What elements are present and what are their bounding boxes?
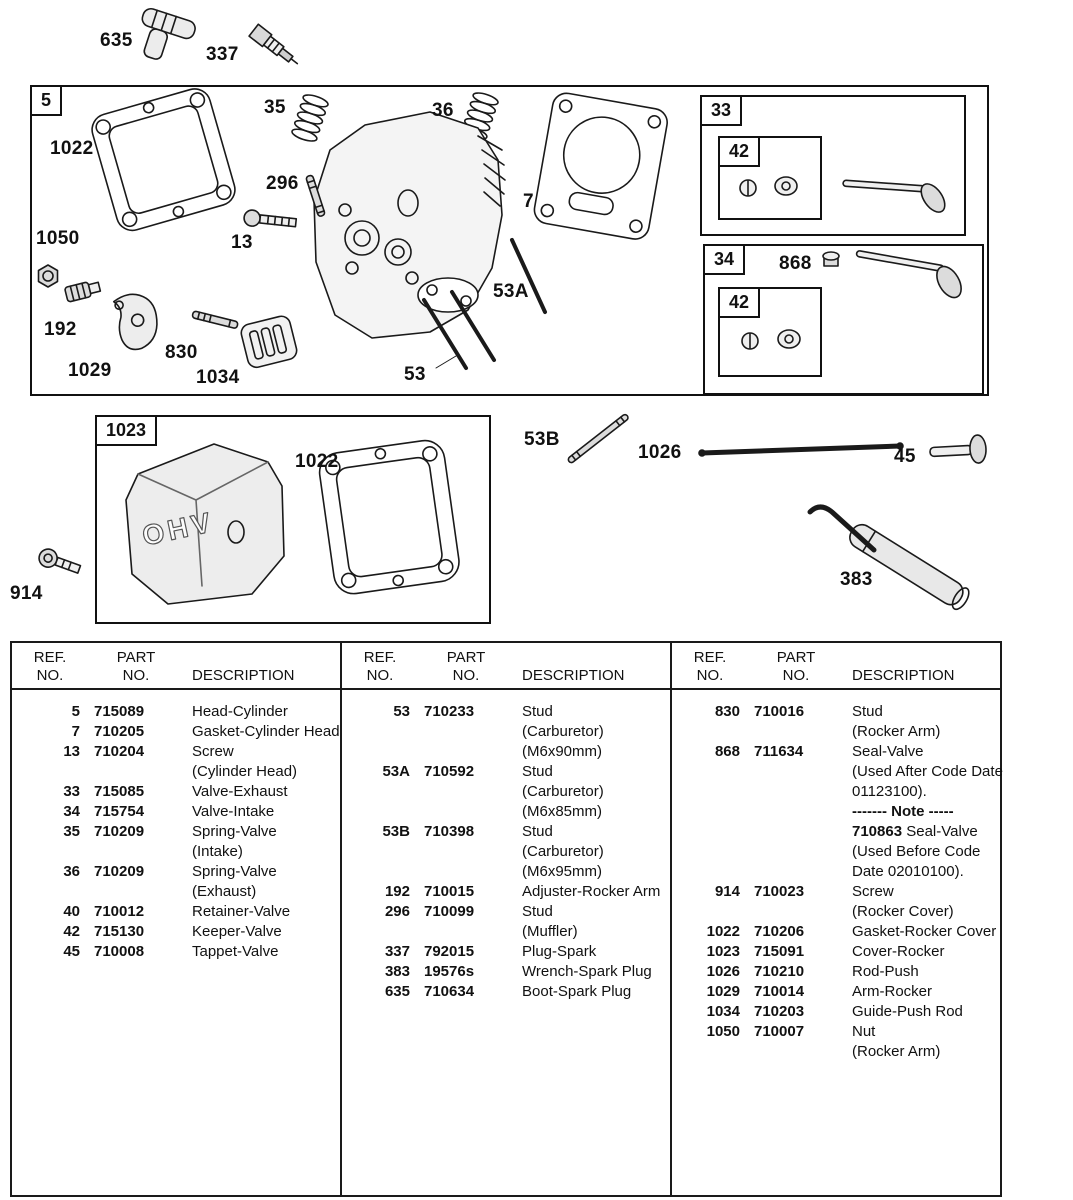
part-number: 710206 — [754, 923, 805, 940]
ref-number: 1034 — [706, 1003, 740, 1020]
ref-number: 830 — [714, 703, 740, 720]
part-number — [94, 842, 178, 862]
callout-7: 7 — [523, 191, 534, 212]
ref-number: 53 — [393, 703, 410, 720]
ref-number: 36 — [63, 863, 80, 880]
part-number: 710203 — [754, 1003, 805, 1020]
ref-number: 13 — [63, 743, 80, 760]
part-description: Gasket-Rocker Cover — [852, 923, 997, 940]
part-description: (Cylinder Head) — [192, 763, 298, 780]
part-number — [424, 802, 508, 822]
part-number: 710592 — [424, 763, 475, 780]
callout-53a: 53A — [493, 281, 529, 302]
ref-number: 868 — [714, 743, 740, 760]
part-number: 710209 — [94, 863, 145, 880]
ref-number — [680, 862, 740, 882]
part-description: Plug-Spark — [522, 943, 597, 960]
part-description: Tappet-Valve — [192, 943, 279, 960]
header-part-line1: PART — [776, 649, 816, 666]
ref-number: 635 — [384, 983, 410, 1000]
ref-number: 53B — [382, 823, 410, 840]
table-row — [12, 722, 340, 742]
part-number — [754, 782, 838, 802]
part-number: 715085 — [94, 783, 145, 800]
ref-number — [350, 782, 410, 802]
push-rod-icon — [699, 443, 903, 456]
part-description: Valve-Intake — [192, 803, 275, 820]
table-row — [12, 882, 340, 902]
ref-number: 1050 — [706, 1023, 740, 1040]
parts-table — [10, 641, 1002, 1197]
table-row — [342, 822, 670, 842]
part-number — [94, 882, 178, 902]
table-rows — [672, 690, 1003, 1062]
frame-label-42b: 42 — [718, 287, 760, 318]
header-spacer — [852, 649, 992, 667]
table-row — [12, 742, 340, 762]
ref-number — [350, 802, 410, 822]
part-number — [754, 762, 838, 782]
header-part-line1: PART — [116, 649, 156, 666]
ref-number — [350, 922, 410, 942]
header-description: DESCRIPTION — [522, 667, 625, 684]
part-number — [424, 722, 508, 742]
table-row — [672, 1002, 1000, 1022]
part-description: Boot-Spark Plug — [522, 983, 632, 1000]
callout-36: 36 — [432, 100, 454, 121]
part-number: 710205 — [94, 723, 145, 740]
callout-1026: 1026 — [638, 442, 682, 463]
callout-914: 914 — [10, 583, 43, 604]
header-ref-line2: NO. — [36, 667, 64, 684]
table-row — [12, 762, 340, 782]
ref-number — [350, 842, 410, 862]
part-description: Keeper-Valve — [192, 923, 282, 940]
part-number: 19576s — [424, 963, 475, 980]
part-number — [754, 902, 838, 922]
frame-label-1023: 1023 — [95, 415, 157, 446]
part-description: Rod-Push — [852, 963, 919, 980]
ref-number — [680, 782, 740, 802]
part-number: 792015 — [424, 943, 475, 960]
table-row — [342, 842, 670, 862]
parts-table-column-2 — [342, 643, 672, 1195]
part-description: (Intake) — [192, 843, 243, 860]
part-description: 01123100). — [852, 783, 927, 800]
boot-spark-plug-icon — [131, 7, 197, 68]
callout-13: 13 — [231, 232, 253, 253]
callout-1050: 1050 — [36, 228, 80, 249]
part-description: (Used Before Code — [852, 843, 981, 860]
ref-number: 33 — [63, 783, 80, 800]
callout-1022-top: 1022 — [50, 138, 94, 159]
header-ref-line2: NO. — [366, 667, 394, 684]
part-description: Arm-Rocker — [852, 983, 933, 1000]
table-row — [12, 862, 340, 882]
ref-number: 1029 — [706, 983, 740, 1000]
callout-192: 192 — [44, 319, 77, 340]
part-description: Stud — [522, 903, 553, 920]
ref-number — [680, 842, 740, 862]
table-row — [342, 702, 670, 722]
part-description: Stud — [522, 763, 553, 780]
part-description: Retainer-Valve — [192, 903, 291, 920]
part-description: (Rocker Arm) — [852, 723, 941, 740]
table-row — [672, 882, 1000, 902]
callout-1022-bottom: 1022 — [295, 451, 339, 472]
ref-number: 914 — [714, 883, 740, 900]
callout-35: 35 — [264, 97, 286, 118]
part-description: Seal-Valve — [852, 743, 924, 760]
part-description: (Exhaust) — [192, 883, 257, 900]
part-number: 715754 — [94, 803, 145, 820]
part-description: 710863 Seal-Valve — [852, 823, 978, 840]
part-description: Head-Cylinder — [192, 703, 288, 720]
frame-keeper-intake — [718, 287, 822, 377]
callout-337: 337 — [206, 44, 239, 65]
part-number: 710634 — [424, 983, 475, 1000]
ref-number: 40 — [63, 903, 80, 920]
header-spacer — [522, 649, 662, 667]
frame-label-5: 5 — [30, 85, 62, 116]
ref-number — [680, 802, 740, 822]
part-number: 711634 — [754, 743, 804, 760]
header-spacer — [192, 649, 332, 667]
ref-number: 1023 — [706, 943, 740, 960]
table-header — [12, 643, 340, 690]
table-row — [342, 762, 670, 782]
table-row — [342, 922, 670, 942]
part-description: Stud — [522, 823, 553, 840]
part-number: 710007 — [754, 1023, 805, 1040]
table-row — [342, 862, 670, 882]
ref-number: 53A — [382, 763, 410, 780]
callout-1034: 1034 — [196, 367, 240, 388]
ref-number — [20, 762, 80, 782]
table-row — [342, 782, 670, 802]
table-row — [672, 722, 1000, 742]
header-ref-line2: NO. — [696, 667, 724, 684]
header-part-line2: NO. — [122, 667, 150, 684]
table-row — [12, 782, 340, 802]
table-row — [672, 982, 1000, 1002]
part-number — [754, 862, 838, 882]
table-row — [672, 962, 1000, 982]
table-row — [12, 902, 340, 922]
table-row — [342, 942, 670, 962]
table-row — [672, 762, 1003, 782]
part-description: Spring-Valve — [192, 823, 277, 840]
table-row — [672, 822, 1000, 842]
table-header — [342, 643, 670, 690]
table-row — [672, 742, 1000, 762]
part-description: ------- Note ----- — [852, 803, 954, 820]
table-row — [12, 942, 340, 962]
table-row — [342, 742, 670, 762]
callout-45: 45 — [894, 446, 916, 467]
part-number: 710099 — [424, 903, 475, 920]
callout-53: 53 — [404, 364, 426, 385]
header-part-line1: PART — [446, 649, 486, 666]
table-row — [672, 702, 1000, 722]
ref-number: 5 — [71, 703, 80, 720]
part-description: (Rocker Cover) — [852, 903, 954, 920]
part-number: 710210 — [754, 963, 805, 980]
ref-number: 1026 — [706, 963, 740, 980]
ref-number — [350, 862, 410, 882]
header-ref-line1: REF. — [693, 649, 727, 666]
part-number — [424, 782, 508, 802]
part-number: 710016 — [754, 703, 805, 720]
carburetor-stud-53b-icon — [567, 413, 629, 463]
ref-number: 7 — [71, 723, 80, 740]
table-row — [672, 902, 1000, 922]
callout-635: 635 — [100, 30, 133, 51]
part-description: (Carburetor) — [522, 843, 604, 860]
callout-296: 296 — [266, 173, 299, 194]
table-row — [342, 882, 670, 902]
part-description: Guide-Push Rod — [852, 1003, 963, 1020]
frame-keeper-exhaust — [718, 136, 822, 220]
part-description: Gasket-Cylinder Head — [192, 723, 340, 740]
part-number: 710014 — [754, 983, 805, 1000]
cover-screw-icon — [37, 547, 83, 578]
table-row — [672, 942, 1000, 962]
header-ref-line1: REF. — [363, 649, 397, 666]
ref-number: 35 — [63, 823, 80, 840]
part-description: Stud — [522, 703, 553, 720]
part-number — [424, 922, 508, 942]
part-description: (Used After Code Date — [852, 763, 1003, 780]
part-description: Wrench-Spark Plug — [522, 963, 652, 980]
part-description: (Carburetor) — [522, 783, 604, 800]
table-rows — [12, 690, 340, 962]
table-rows — [342, 690, 670, 1002]
part-description: (Carburetor) — [522, 723, 604, 740]
table-row — [12, 842, 340, 862]
ref-number: 337 — [384, 943, 410, 960]
part-number: 715091 — [754, 943, 805, 960]
table-row — [342, 802, 670, 822]
part-number: 710209 — [94, 823, 145, 840]
ref-number — [680, 822, 740, 842]
part-number: 710023 — [754, 883, 805, 900]
ref-number: 42 — [63, 923, 80, 940]
part-number — [424, 862, 508, 882]
table-row — [12, 822, 340, 842]
parts-table-column-1 — [12, 643, 342, 1195]
part-description: (M6x90mm) — [522, 743, 603, 760]
table-row — [672, 862, 1000, 882]
part-number: 710398 — [424, 823, 475, 840]
table-row — [672, 922, 1000, 942]
part-number: 710015 — [424, 883, 475, 900]
table-row — [342, 982, 670, 1002]
frame-rocker-cover — [95, 415, 491, 624]
table-row — [342, 902, 670, 922]
part-number: 715130 — [94, 923, 145, 940]
part-number — [754, 722, 838, 742]
ref-number — [350, 722, 410, 742]
callout-1029: 1029 — [68, 360, 112, 381]
part-number: 710008 — [94, 943, 145, 960]
callout-53b: 53B — [524, 429, 560, 450]
ref-number: 383 — [384, 963, 410, 980]
table-row — [342, 722, 670, 742]
part-number: 710233 — [424, 703, 475, 720]
table-row — [672, 1022, 1000, 1042]
part-description: (Rocker Arm) — [852, 1043, 941, 1060]
ref-number — [680, 762, 740, 782]
spark-plug-wrench-icon — [810, 507, 972, 612]
ref-number — [20, 842, 80, 862]
part-description: Nut — [852, 1023, 876, 1040]
parts-table-column-3 — [672, 643, 1003, 1195]
part-description: Adjuster-Rocker Arm — [522, 883, 661, 900]
ref-number — [680, 902, 740, 922]
spark-plug-icon — [249, 24, 302, 70]
part-number — [424, 842, 508, 862]
part-number: 715089 — [94, 703, 145, 720]
header-ref-line1: REF. — [33, 649, 67, 666]
table-row — [672, 782, 1000, 802]
table-row — [12, 702, 340, 722]
frame-label-42a: 42 — [718, 136, 760, 167]
table-row — [672, 802, 1000, 822]
part-description: Valve-Exhaust — [192, 783, 288, 800]
part-description: (Muffler) — [522, 923, 578, 940]
part-description: Screw — [852, 883, 894, 900]
ref-number — [350, 742, 410, 762]
part-number — [754, 802, 838, 822]
table-row — [12, 802, 340, 822]
ref-number: 296 — [384, 903, 410, 920]
part-description: Date 02010100). — [852, 863, 964, 880]
header-part-line2: NO. — [452, 667, 480, 684]
tappet-icon — [929, 435, 986, 466]
ref-number: 1022 — [706, 923, 740, 940]
part-number — [754, 822, 838, 842]
table-row — [672, 1042, 1000, 1062]
part-number — [754, 1042, 838, 1062]
header-part-line2: NO. — [782, 667, 810, 684]
callout-868: 868 — [779, 253, 812, 274]
ref-number — [680, 1042, 740, 1062]
cover-embossed-text: OHV — [139, 506, 218, 552]
ref-number: 45 — [63, 943, 80, 960]
frame-label-33: 33 — [700, 95, 742, 126]
table-row — [12, 922, 340, 942]
part-description: Screw — [192, 743, 234, 760]
ref-number — [680, 722, 740, 742]
part-number: 710012 — [94, 903, 145, 920]
header-description: DESCRIPTION — [852, 667, 955, 684]
table-row — [672, 842, 1000, 862]
part-description: Stud — [852, 703, 883, 720]
part-description: Spring-Valve — [192, 863, 277, 880]
ref-number — [20, 882, 80, 902]
part-number — [94, 762, 178, 782]
part-number: 710204 — [94, 743, 145, 760]
callout-383: 383 — [840, 569, 873, 590]
ref-number: 192 — [384, 883, 410, 900]
table-row — [342, 962, 670, 982]
table-header — [672, 643, 1000, 690]
header-description: DESCRIPTION — [192, 667, 295, 684]
frame-label-34: 34 — [703, 244, 745, 275]
callout-830: 830 — [165, 342, 198, 363]
part-number — [424, 742, 508, 762]
part-description: (M6x85mm) — [522, 803, 603, 820]
part-description: (M6x95mm) — [522, 863, 603, 880]
part-description: Cover-Rocker — [852, 943, 945, 960]
part-number — [754, 842, 838, 862]
ref-number: 34 — [63, 803, 80, 820]
